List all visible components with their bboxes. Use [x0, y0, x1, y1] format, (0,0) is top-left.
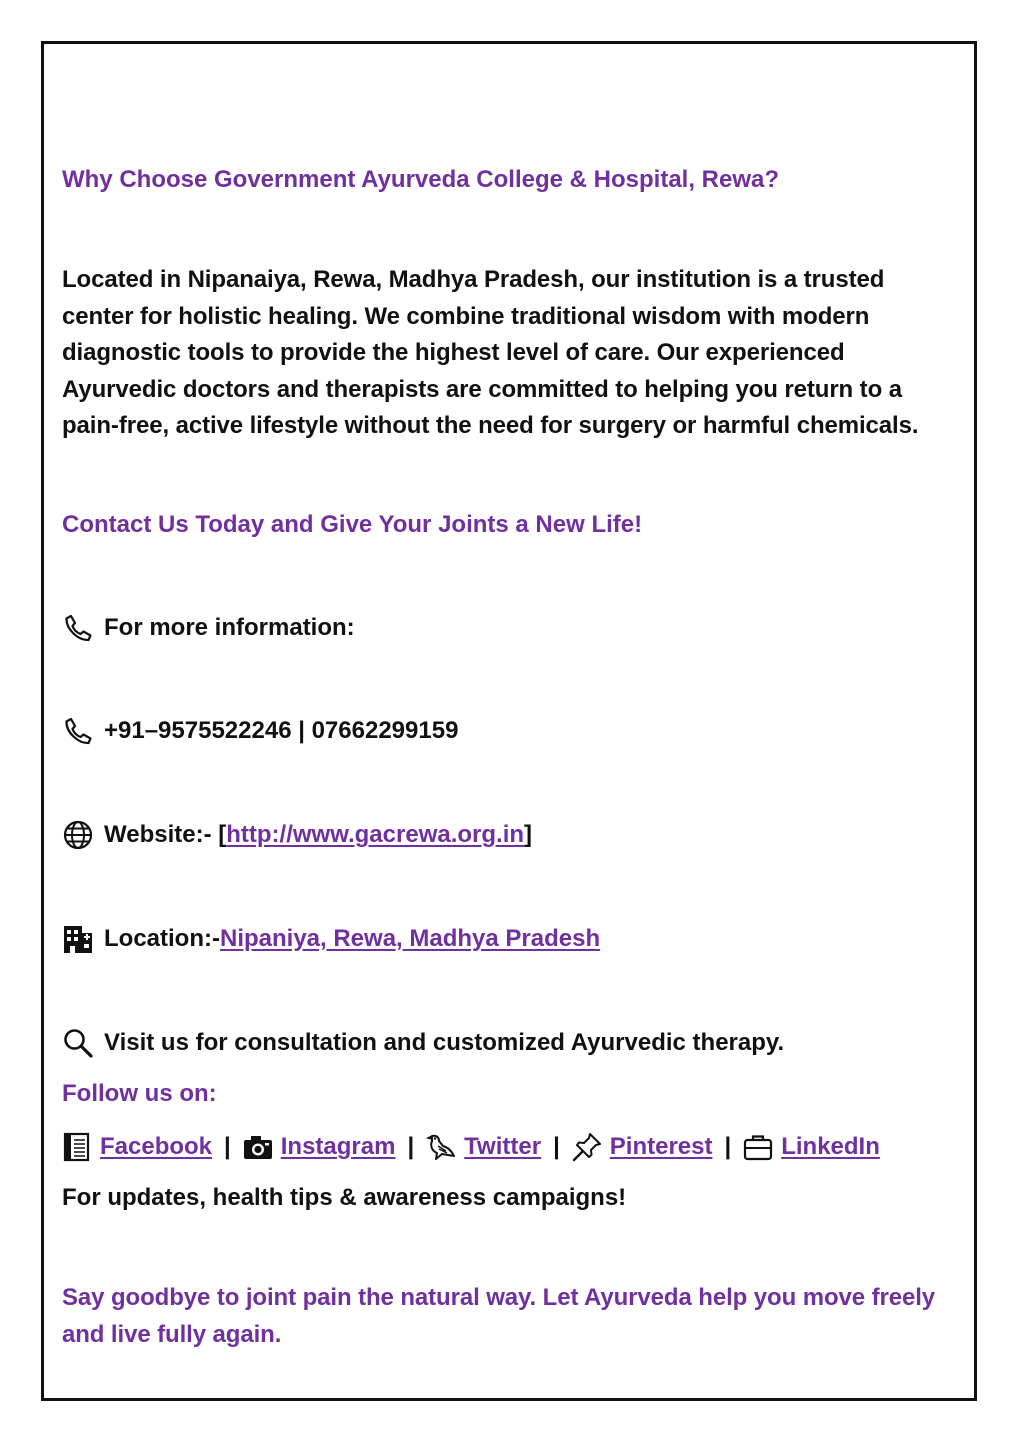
location-link[interactable]: Nipaniya, Rewa, Madhya Pradesh	[219, 925, 601, 952]
visit-row	[62, 1025, 954, 1061]
building-icon	[62, 923, 94, 955]
separator: |	[724, 1133, 732, 1160]
social-links-row	[62, 1129, 954, 1165]
pinterest-link[interactable]: Pinterest	[609, 1133, 713, 1160]
facebook-link[interactable]: Facebook	[100, 1133, 213, 1160]
phone-numbers[interactable]: +91–9575522246 | 07662299159	[104, 717, 459, 744]
location-prefix: Location:-	[104, 925, 220, 952]
more-info-row	[62, 610, 954, 646]
instagram-link[interactable]: Instagram	[280, 1133, 396, 1160]
facebook-notebook-icon	[62, 1132, 92, 1162]
linkedin-link[interactable]: LinkedIn	[781, 1133, 880, 1160]
twitter-link[interactable]: Twitter	[464, 1133, 542, 1160]
website-suffix: ]	[524, 821, 533, 848]
phone-icon	[62, 612, 94, 644]
website-row	[62, 817, 954, 853]
contact-heading: Contact Us Today and Give Your Joints a New Life!	[62, 511, 643, 538]
website-link[interactable]: http://www.gacrewa.org.in	[226, 821, 525, 848]
globe-icon	[62, 819, 94, 851]
intro-paragraph: Located in Nipanaiya, Rewa, Madhya Pradesh, our institution is a trusted center for holistic healing. We combine traditional wisdom with modern diagnostic tools to provide the highest level of care. Our experienced Ayurvedic doctors and therapists are committed to helping you return to a pain-free, active lifestyle without the need for surgery or harmful chemicals.	[62, 266, 919, 439]
phone-icon	[62, 715, 94, 747]
visit-text: Visit us for consultation and customized Ayurvedic therapy.	[104, 1029, 785, 1056]
website-prefix: Website:- [	[104, 821, 227, 848]
why-heading: Why Choose Government Ayurveda College & Hospital, Rewa?	[62, 166, 780, 193]
separator: |	[407, 1133, 415, 1160]
phone-row	[62, 713, 954, 749]
location-row	[62, 921, 954, 957]
updates-text: For updates, health tips & awareness campaigns!	[62, 1184, 627, 1211]
camera-icon	[243, 1132, 273, 1162]
separator: |	[553, 1133, 560, 1160]
bird-icon	[426, 1132, 456, 1162]
follow-heading: Follow us on:	[62, 1080, 217, 1107]
closing-text: Say goodbye to joint pain the natural way. Let Ayurveda help you move freely and live fully again.	[62, 1284, 936, 1348]
magnifier-icon	[62, 1027, 94, 1059]
briefcase-icon	[743, 1132, 773, 1162]
separator: |	[224, 1133, 231, 1160]
more-info-label: For more information:	[104, 614, 355, 641]
pushpin-icon	[572, 1132, 602, 1162]
